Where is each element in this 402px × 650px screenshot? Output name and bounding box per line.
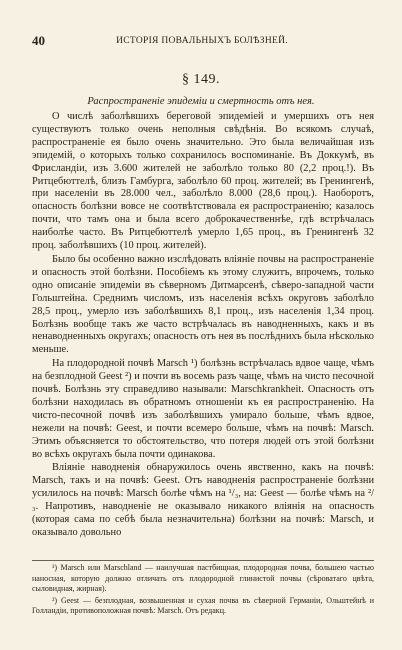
- footnote: ¹) Marsch или Marschland — наилучшая пастбищная, плодородная почва, большею частью наносная, которую должно отличать отъ плодородной глинистой почвы (сѣроватаго цвѣта, сыловидная, жирная).: [32, 563, 374, 593]
- paragraph: Было бы особенно важно изслѣдовать вліяніе почвы на распространеніе и опасность этой болѣзни. Пособіемъ къ этому служитъ, впрочемъ, только одно описаніе эпидеміи въ сѣверномъ Дитмарсенѣ, сѣверо-западной части Гольштейна. Среднимъ числомъ, изъ населенія всѣхъ округовъ заболѣло 28,5 проц., умерло изъ заболѣвшихъ 8,1 проц., изъ населенія 1,34 проц. Болѣзнь вообще такъ же часто встрѣчалась въ наводненныхъ, какъ и въ ненаводненныхъ округахъ; опасность отъ нея въ послѣднихъ была нѣсколько меньше.: [32, 253, 374, 356]
- running-head: ИСТОРІЯ ПОВАЛЬНЫХЪ БОЛѢЗНЕЙ.: [116, 36, 288, 46]
- footnote: ²) Geest — безплодная, возвышенная и сухая почва въ сѣверной Германіи, Ольштейнѣ и Голландіи, противоположная почвѣ: Marsch. Отъ редакц.: [32, 595, 374, 615]
- footnotes: [32, 563, 374, 618]
- footnote-divider: [32, 560, 374, 561]
- paragraph: О числѣ заболѣвшихъ береговой эпидеміей и умершихъ отъ нея существуютъ только очень неполныя свѣдѣнія. Во всякомъ случаѣ, распространеніе ея было очень значительно. Это была величайшая изъ эпидемій, о которыхъ только сохранилось воспоминаніе. Въ Доккумѣ, въ Фрисландіи, изъ 3.600 жителей не заболѣло только 80 (2,2 проц.!). Въ Ритцебюттелѣ, близъ Гамбурга, заболѣло 60 проц. жителей; въ Гренингенѣ, при населеніи въ 28.000 чел., заболѣло 8.000 (28,6 проц.). Наоборотъ, опасность болѣзни вовсе не соотвѣтствовала ея распространенію; казалось почти, что тамъ она и была всего доброкачественнѣе, гдѣ встрѣчалась наиболѣе часто. Въ Ритцебюттелѣ умерло 1,65 проц., въ Гренингенѣ 32 проц. заболѣвшихъ (10 проц. жителей).: [32, 111, 374, 252]
- page-number: 40: [32, 33, 45, 48]
- paragraph: На плодородной почвѣ Marsch ¹) болѣзнь встрѣчалась вдвое чаще, чѣмъ на безплодной Geest ²) и почти въ восемь разъ чаще, чѣмъ на чисто песочной почвѣ. Болѣзнь эту справедливо называли: Marschkrankheit. Опасность отъ болѣзни находилась въ обратномъ отношеніи къ ея распространенію. На чисто-песочной почвѣ изъ заболѣвшихъ умирало больше, чѣмъ вдвое, нежели на почвѣ: Geest, и почти всемеро больше, чѣмъ на почвѣ: Marsch. Этимъ объясняется то обстоятельство, что потеря людей отъ этой болѣзни во всѣхъ округахъ была почти одинакова.: [32, 358, 374, 460]
- section-title: Распространеніе эпидеміи и смертность отъ нея.: [87, 96, 315, 107]
- page-header: [32, 33, 372, 49]
- paragraph: Вліяніе наводненія обнаружилось очень явственно, какъ на почвѣ: Marsch, такъ и на почвѣ: Geest. Отъ наводненія распространеніе болѣзни усилилось на почвѣ: Marsch болѣе чѣмъ на ¹/₃, на: Geest — болѣе чѣмъ на ²/₃. Напротивъ, наводненіе не оказывало никакого вліянія на опасность (которая сама по себѣ была незначительна) болѣзни на почвѣ: Marsch, и оказывало довольно: [32, 462, 374, 538]
- section-number: § 149.: [182, 72, 220, 87]
- body-text: [32, 111, 374, 540]
